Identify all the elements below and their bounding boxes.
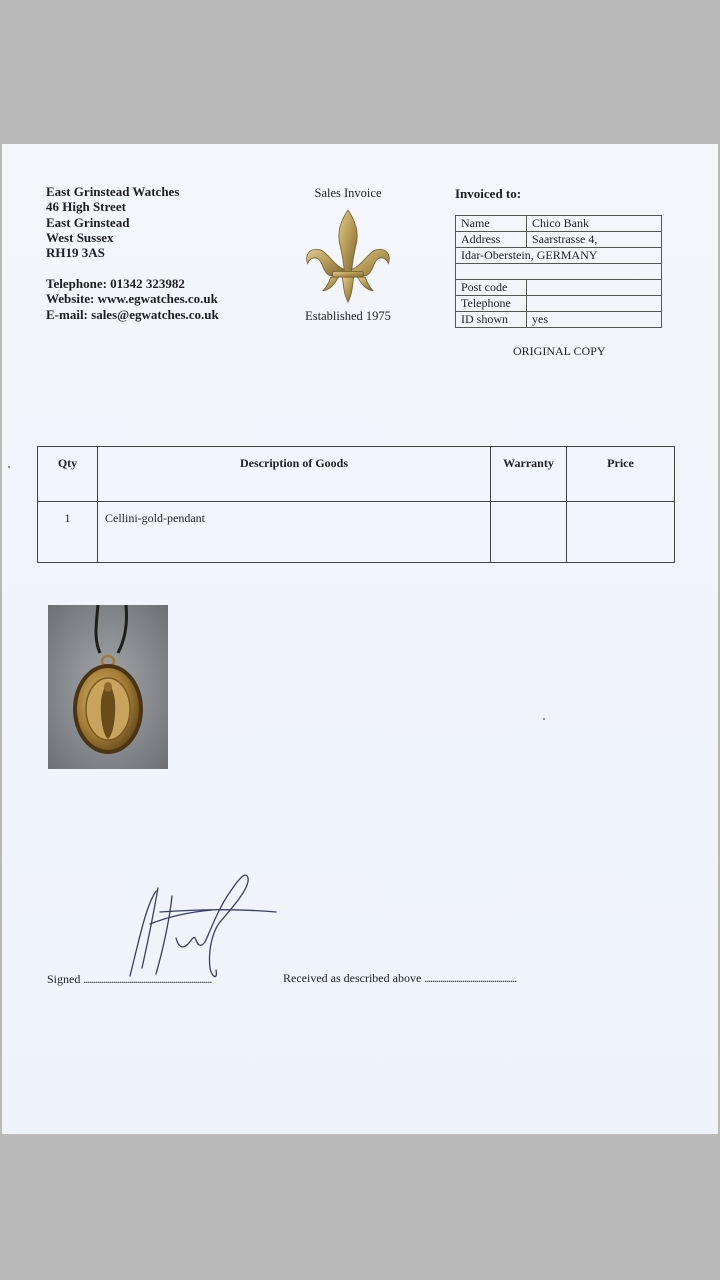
seller-website: Website: www.egwatches.co.uk [46,291,218,307]
description-header: Description of Goods [98,447,491,502]
seller-email: E-mail: sales@egwatches.co.uk [46,306,219,322]
seller-name: East Grinstead Watches [46,184,180,199]
received-label: Received as described above [283,971,422,985]
id-label: ID shown [456,312,527,328]
fleur-de-lis-icon [300,208,396,304]
signed-label: Signed [47,972,81,986]
pendant-photo [48,605,168,769]
name-label: Name [456,216,527,232]
customer-address-row [456,232,662,248]
invoice-page [2,144,718,1134]
warranty-cell [491,502,567,563]
postcode-label: Post code [456,280,527,296]
scan-speck [543,718,545,720]
qty-cell: 1 [38,502,98,563]
customer-address-row-2 [456,248,662,264]
address-label: Address [456,232,527,248]
received-dots: .............................................. [424,971,517,985]
description-cell: Cellini-gold-pendant [98,502,491,563]
seller-postcode: RH19 3AS [46,245,105,261]
copy-label: ORIGINAL COPY [513,344,606,358]
telephone-label: Telephone [456,296,527,312]
warranty-header: Warranty [491,447,567,502]
price-cell [567,502,675,563]
table-row [38,502,675,563]
telephone-value [527,296,662,312]
address-line1: Saarstrasse 4, [527,232,662,248]
customer-id-row [456,312,662,328]
id-value: yes [527,312,662,328]
customer-name-row [456,216,662,232]
customer-table [455,215,662,328]
goods-table [37,446,675,563]
postcode-value [527,280,662,296]
signature [120,866,280,986]
scan-speck [8,466,10,468]
signed-line [47,972,211,987]
address-line2: Idar-Oberstein, GERMANY [456,248,662,264]
established-label: Established 1975 [305,309,391,323]
seller-town: East Grinstead [46,214,130,230]
seller-telephone: Telephone: 01342 323982 [46,276,185,291]
invoiced-to-heading: Invoiced to: [455,186,522,201]
customer-blank-row [456,264,662,280]
received-line [283,971,516,986]
invoice-title: Sales Invoice [314,186,382,200]
customer-postcode-row [456,280,662,296]
seller-county: West Sussex [46,229,114,245]
blank-cell [456,264,662,280]
customer-telephone-row [456,296,662,312]
seller-street: 46 High Street [46,199,126,215]
qty-header: Qty [38,447,98,502]
goods-header-row [38,447,675,502]
seller-address [46,184,179,260]
seller-contact [46,276,219,322]
price-header: Price [567,447,675,502]
signed-dots: ................................................................ [83,972,212,986]
name-value: Chico Bank [527,216,662,232]
